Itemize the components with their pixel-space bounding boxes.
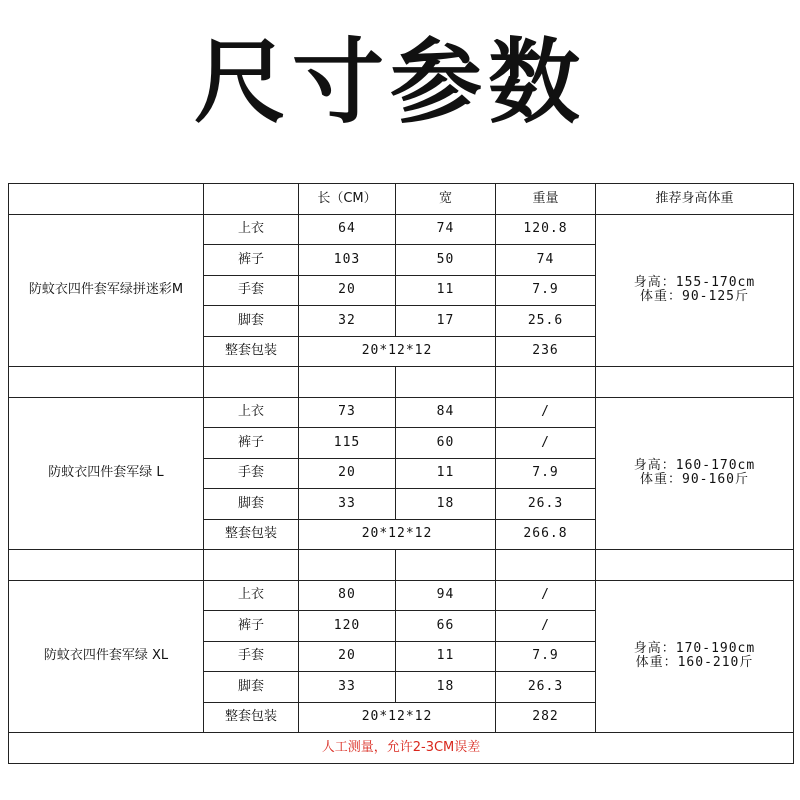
item-name: 脚套	[204, 672, 299, 703]
item-name: 手套	[204, 275, 299, 306]
weight-value: /	[496, 428, 596, 459]
weight-value: /	[496, 611, 596, 642]
length-value: 20	[299, 641, 396, 672]
weight-value: 7.9	[496, 458, 596, 489]
product-name: 防蚊衣四件套军绿 XL	[9, 580, 204, 733]
spacer-cell	[204, 367, 299, 398]
length-value: 32	[299, 306, 396, 337]
length-value: 80	[299, 580, 396, 611]
spacer-cell	[496, 550, 596, 581]
item-name: 脚套	[204, 306, 299, 337]
recommend-weight: 体重：90-125斤	[640, 289, 749, 305]
width-value: 74	[396, 214, 496, 245]
spacer-cell	[396, 550, 496, 581]
header-width: 宽	[396, 184, 496, 215]
package-label: 整套包装	[204, 336, 299, 367]
package-size: 20*12*12	[299, 702, 496, 733]
product-name: 防蚊衣四件套军绿 L	[9, 397, 204, 550]
item-name: 裤子	[204, 428, 299, 459]
header-blank-cell	[204, 184, 299, 215]
recommend-weight: 体重：160-210斤	[635, 655, 754, 671]
header-recommend: 推荐身高体重	[596, 184, 794, 215]
length-value: 33	[299, 489, 396, 520]
measurement-note: 人工测量，允许2-3CM误差	[9, 733, 794, 764]
table-row	[9, 214, 794, 245]
item-name: 脚套	[204, 489, 299, 520]
length-value: 120	[299, 611, 396, 642]
spacer-row	[9, 550, 794, 581]
weight-value: 25.6	[496, 306, 596, 337]
weight-value: 7.9	[496, 641, 596, 672]
weight-value: 74	[496, 245, 596, 276]
product-name: 防蚊衣四件套军绿拼迷彩M	[9, 214, 204, 367]
recommend-cell	[596, 397, 794, 550]
header-blank-cell	[9, 184, 204, 215]
recommend-height: 身高：160-170cm	[633, 458, 756, 474]
weight-value: 26.3	[496, 672, 596, 703]
length-value: 20	[299, 458, 396, 489]
width-value: 18	[396, 489, 496, 520]
item-name: 裤子	[204, 611, 299, 642]
length-value: 103	[299, 245, 396, 276]
width-value: 17	[396, 306, 496, 337]
length-value: 73	[299, 397, 396, 428]
table-row	[9, 397, 794, 428]
item-name: 手套	[204, 641, 299, 672]
item-name: 裤子	[204, 245, 299, 276]
recommend-height: 身高：155-170cm	[633, 275, 756, 291]
width-value: 11	[396, 641, 496, 672]
length-value: 33	[299, 672, 396, 703]
weight-value: 26.3	[496, 489, 596, 520]
package-weight: 236	[496, 336, 596, 367]
table-row	[9, 580, 794, 611]
spacer-cell	[299, 550, 396, 581]
header-length: 长（CM）	[299, 184, 396, 215]
spacer-cell	[299, 367, 396, 398]
page-title: 尺寸参数	[193, 29, 586, 136]
spacer-cell	[596, 367, 794, 398]
width-value: 66	[396, 611, 496, 642]
spacer-cell	[596, 550, 794, 581]
recommend-cell	[596, 580, 794, 733]
width-value: 84	[396, 397, 496, 428]
package-weight: 266.8	[496, 519, 596, 550]
recommend-cell	[596, 214, 794, 367]
spacer-cell	[204, 550, 299, 581]
weight-value: /	[496, 397, 596, 428]
spacer-row	[9, 367, 794, 398]
note-row	[9, 733, 794, 764]
length-value: 20	[299, 275, 396, 306]
item-name: 上衣	[204, 214, 299, 245]
width-value: 60	[396, 428, 496, 459]
header-weight: 重量	[496, 184, 596, 215]
weight-value: 120.8	[496, 214, 596, 245]
spacer-cell	[9, 550, 204, 581]
package-label: 整套包装	[204, 519, 299, 550]
package-size: 20*12*12	[299, 519, 496, 550]
spacer-cell	[396, 367, 496, 398]
size-table	[8, 183, 794, 764]
item-name: 手套	[204, 458, 299, 489]
length-value: 115	[299, 428, 396, 459]
width-value: 11	[396, 458, 496, 489]
spacer-cell	[496, 367, 596, 398]
weight-value: 7.9	[496, 275, 596, 306]
package-label: 整套包装	[204, 702, 299, 733]
width-value: 50	[396, 245, 496, 276]
length-value: 64	[299, 214, 396, 245]
recommend-height: 身高：170-190cm	[633, 641, 756, 657]
width-value: 18	[396, 672, 496, 703]
width-value: 11	[396, 275, 496, 306]
item-name: 上衣	[204, 580, 299, 611]
item-name: 上衣	[204, 397, 299, 428]
recommend-weight: 体重：90-160斤	[640, 472, 749, 488]
package-weight: 282	[496, 702, 596, 733]
weight-value: /	[496, 580, 596, 611]
package-size: 20*12*12	[299, 336, 496, 367]
spacer-cell	[9, 367, 204, 398]
width-value: 94	[396, 580, 496, 611]
header-row	[9, 184, 794, 215]
